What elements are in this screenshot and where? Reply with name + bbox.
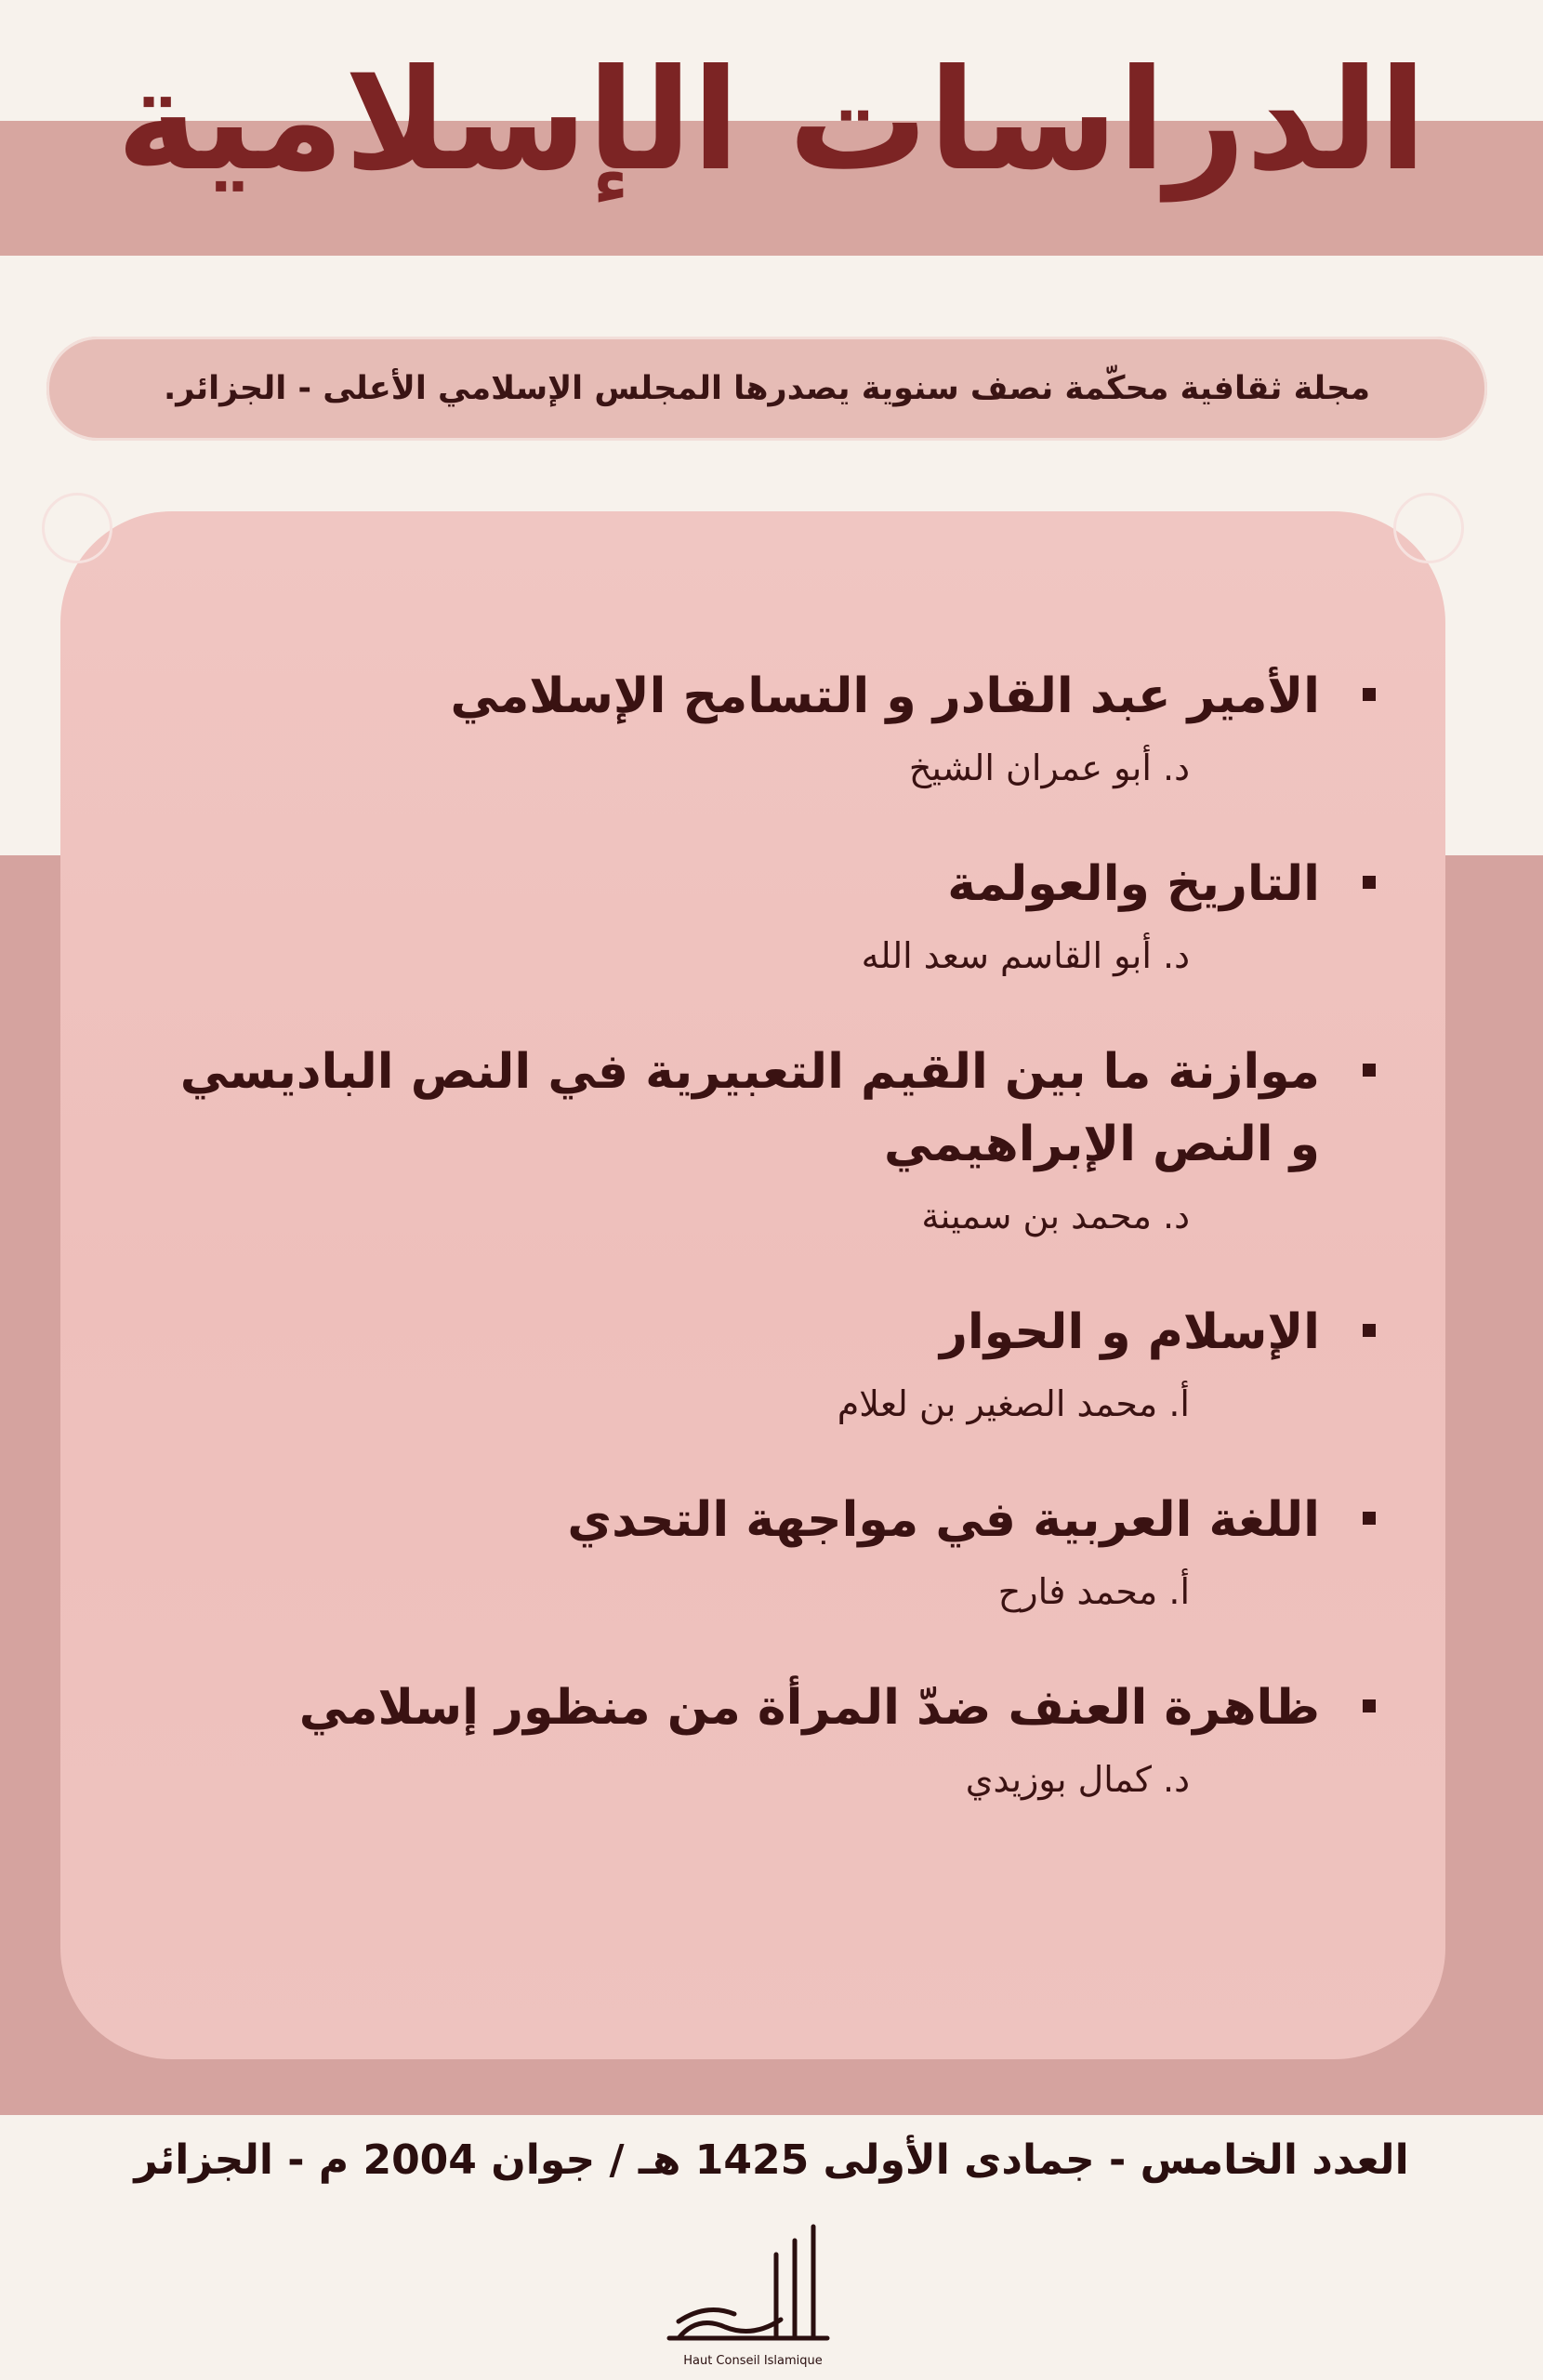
bullet-icon: [1363, 1699, 1376, 1712]
article-author: د. كمال بوزيدي: [965, 1759, 1190, 1800]
bullet-icon: [1363, 1324, 1376, 1337]
article-author: أ. محمد الصغير بن لعلام: [837, 1383, 1190, 1424]
article-title: الأمير عبد القادر و التسامح الإسلامي: [450, 668, 1320, 724]
article-title: ظاهرة العنف ضدّ المرأة من منظور إسلامي: [298, 1680, 1320, 1736]
article-item: [167, 1672, 1376, 1807]
article-list: [167, 660, 1376, 1859]
subtitle-banner: [46, 337, 1487, 441]
article-author: د. أبو القاسم سعد الله: [861, 935, 1190, 976]
article-author: أ. محمد فارح: [997, 1571, 1190, 1612]
bullet-icon: [1363, 1064, 1376, 1077]
article-title: اللغة العربية في مواجهة التحدي: [567, 1492, 1320, 1548]
article-item: [167, 1036, 1376, 1244]
svg-text:Haut Conseil Islamique: Haut Conseil Islamique: [683, 2354, 823, 2368]
article-author: د. أبو عمران الشيخ: [908, 747, 1190, 788]
magazine-subtitle: مجلة ثقافية محكّمة نصف سنوية يصدرها المجلس الإسلامي الأعلى - الجزائر.: [163, 370, 1371, 407]
article-item: [167, 1296, 1376, 1432]
article-item: [167, 660, 1376, 796]
article-title: الإسلام و الحوار: [940, 1304, 1320, 1360]
issue-info: العدد الخامس - جمادى الأولى 1425 هـ / جوان 2004 م - الجزائر: [134, 2136, 1409, 2184]
bullet-icon: [1363, 688, 1376, 701]
article-item: [167, 848, 1376, 984]
magazine-title: الدراسات الإسلامية: [116, 40, 1427, 202]
article-title: التاريخ والعولمة: [947, 856, 1320, 912]
article-title: موازنة ما بين القيم التعبيرية في النص الباديسي و النص الإبراهيمي: [179, 1044, 1320, 1172]
bullet-icon: [1363, 1512, 1376, 1525]
bullet-icon: [1363, 876, 1376, 889]
article-item: [167, 1484, 1376, 1620]
article-author: د. محمد بن سمينة: [921, 1196, 1190, 1236]
council-logo-icon: [641, 2217, 864, 2375]
